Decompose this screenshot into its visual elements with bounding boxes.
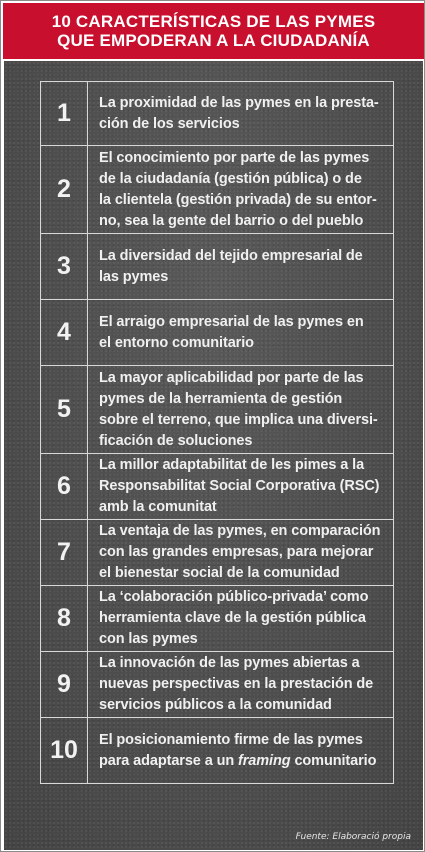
header [3,3,424,59]
row-text-line: nuevas perspectivas en la prestación de [99,676,374,692]
characteristics-table [40,81,394,784]
row-text-line: ción de los servicios [99,115,240,132]
row-text-line: con las pymes [99,631,198,647]
row-text-line: amb la comunitat [99,499,217,515]
row-text-line: La innovación de las pymes abiertas a [99,655,360,671]
row-text [88,148,383,232]
table-row [40,652,394,718]
row-text-line: El arraigo empresarial de las pymes en [99,313,364,330]
row-text-line: La proximidad de las pymes en la presta- [99,94,379,111]
row-text-line: para adaptarse a un framing comunitario [99,752,377,769]
table-row [40,146,394,234]
row-number: 7 [41,520,88,585]
title-line-1: 10 CARACTERÍSTICAS DE LAS PYMES [51,12,376,31]
italic-word: framing [238,752,291,769]
table-row [40,234,394,300]
title-line-2: QUE EMPODERAN A LA CIUDADANÍA [57,31,370,50]
row-text-line: sobre el terreno, que implica una diversi- [99,411,378,428]
row-number: 8 [41,586,88,651]
row-number: 9 [41,652,88,717]
row-text-line: no, sea la gente del barrio o del pueblo [99,212,364,229]
row-text [88,653,379,716]
source-note: Fuente: Elaboració propia [295,832,411,842]
table-row [40,586,394,652]
row-text-line: Responsabilitat Social Corporativa (RSC) [99,478,380,494]
row-text [88,587,374,650]
row-text [88,368,384,452]
row-text-line: El conocimiento por parte de las pymes [99,149,370,166]
table-row [40,454,394,520]
row-text-line: ficación de soluciones [99,432,253,449]
table-row [40,718,394,784]
row-text-line: la clientela (gestión privada) de su entor- [99,191,377,208]
row-text [88,521,386,584]
row-number: 10 [41,718,88,783]
row-text-line: La ventaja de las pymes, en comparación [99,523,381,539]
row-text [88,730,382,772]
row-text-line: de la ciudadanía (gestión pública) o de [99,170,362,187]
row-text-line: La millor adaptabilitat de les pimes a la [99,457,365,473]
table-row [40,82,394,146]
row-number: 6 [41,454,88,519]
row-text [88,312,370,354]
row-text [88,455,385,518]
row-number: 1 [41,82,88,145]
row-text-line: pymes de la herramienta de gestión [99,390,343,407]
row-text-line: con las grandes empresas, para mejorar [99,544,374,560]
row-text [88,246,369,288]
row-number: 5 [41,366,88,453]
row-text-line: El posicionamiento firme de las pymes [99,731,363,748]
table-row [40,520,394,586]
row-number: 3 [41,234,88,299]
row-text [88,93,385,135]
table-row [40,300,394,366]
row-text-line: La mayor aplicabilidad por parte de las [99,369,364,386]
row-number: 2 [41,146,88,233]
row-text-line: servicios públicos a la comunidad [99,697,332,713]
table-row [40,366,394,454]
row-text-line: La ‘colaboración público-privada’ como [99,589,369,605]
row-text-line: las pymes [99,268,169,285]
row-text-line: herramienta clave de la gestión pública [99,610,366,626]
chalkboard [4,61,423,850]
row-text-line: el bienestar social de la comunidad [99,565,340,581]
row-text-line: La diversidad del tejido empresarial de [99,247,363,264]
row-text-line: el entorno comunitario [99,334,254,351]
row-number: 4 [41,300,88,365]
